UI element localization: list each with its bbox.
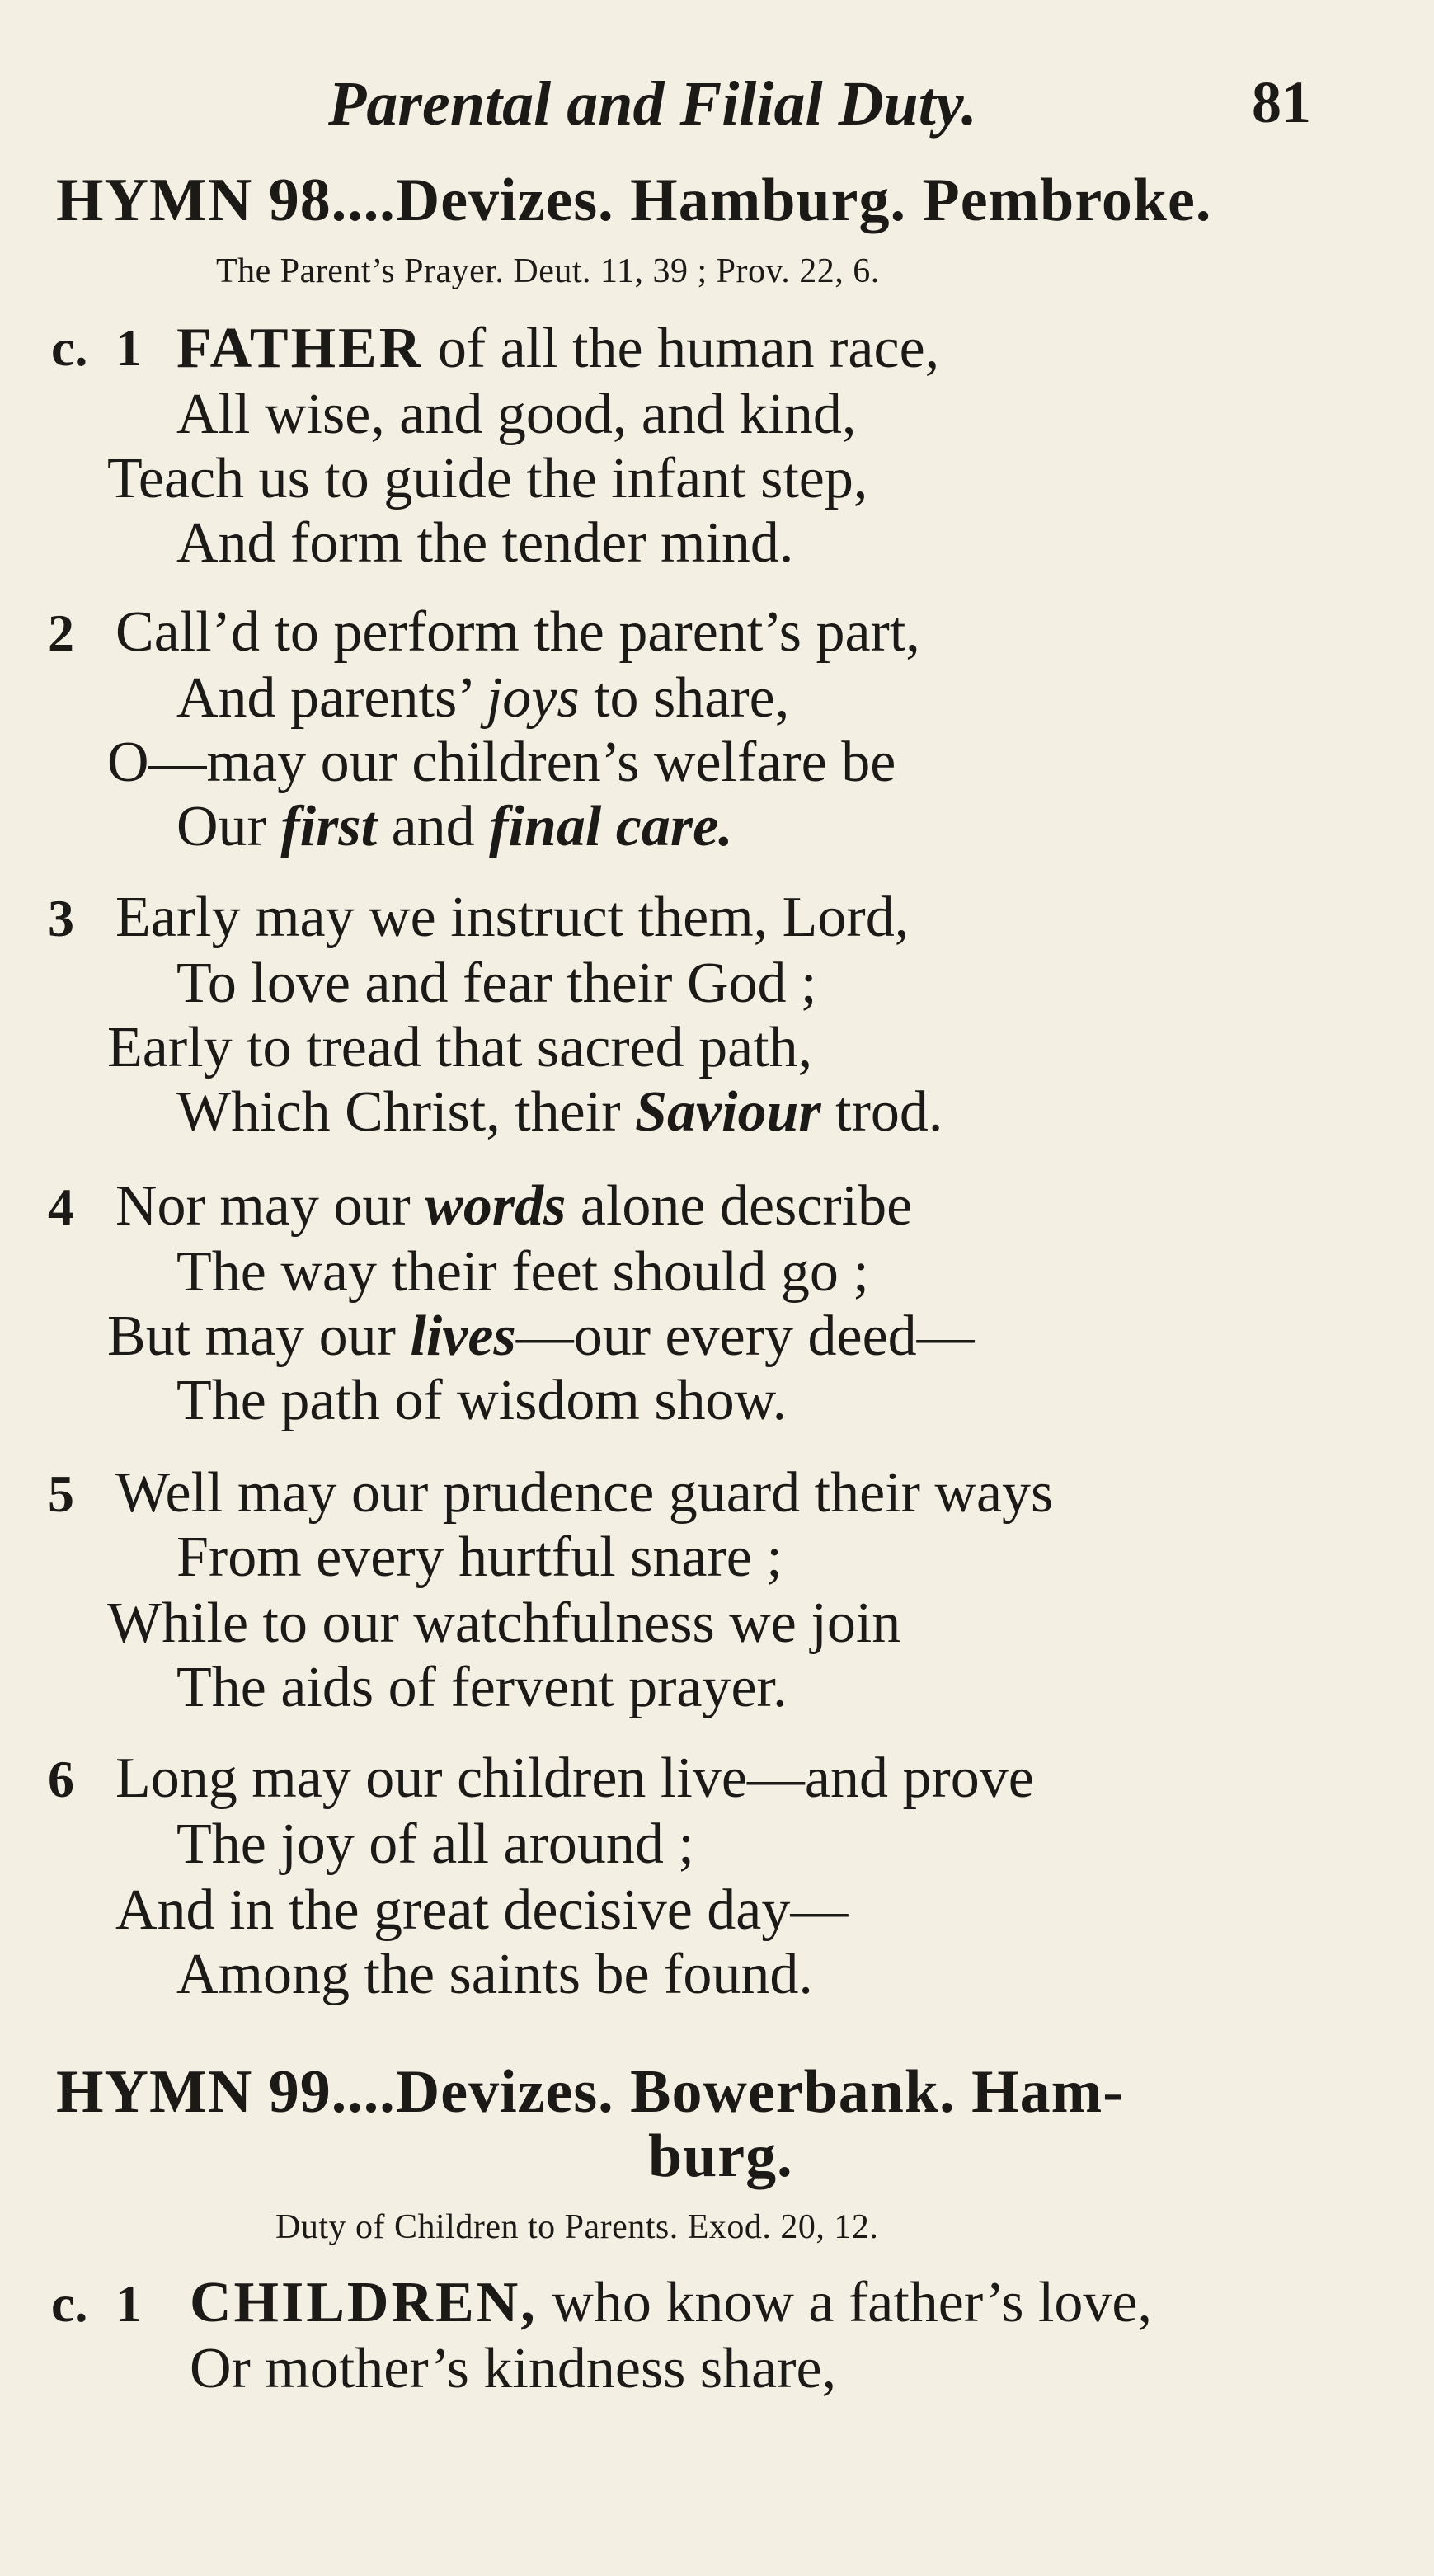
verse-line: The aids of fervent prayer. [176,1656,788,1719]
stanza-number: 1 [115,2274,142,2333]
hymn-99-number: HYMN 99.... [56,2058,396,2126]
verse-first-word: FATHER [176,317,424,380]
verse-line [176,1080,943,1144]
verse-line: From every hurtful snare ; [176,1525,783,1589]
verse-text: Our [176,795,281,858]
verse-line [176,317,940,380]
page-number: 81 [1252,69,1311,135]
verse-italic: Saviour [635,1080,821,1144]
verse-text: of all the human race, [423,317,940,380]
verse-line: To love and fear their God ; [176,952,817,1015]
hymn-99-heading-continued: burg. [648,2122,793,2190]
running-title: Parental and Filial Duty. [328,69,977,139]
verse-line: Early may we instruct them, Lord, [115,886,910,949]
hymn-98-subtitle: The Parent’s Prayer. Deut. 11, 39 ; Prov. 22, 6. [216,252,880,290]
verse-line: And form the tender mind. [176,511,794,575]
verse-line: Or mother’s kindness share, [190,2337,837,2400]
hymn-99-heading [56,2058,1124,2126]
verse-italic: joys [486,666,580,730]
verse-text: Nor may our [115,1174,425,1238]
verse-text: —our every deed— [515,1304,975,1368]
verse-line: O—may our children’s welfare be [107,731,896,794]
verse-italic: lives [410,1304,516,1368]
stanza-number: 2 [48,604,74,662]
verse-text: And parents’ [176,666,487,730]
stanza-number: 5 [48,1464,74,1523]
stanza-number: 3 [48,889,74,947]
verse-line: All wise, and good, and kind, [176,383,857,446]
verse-line: While to our watchfulness we join [107,1591,901,1655]
hymn-99-meter: c. [51,2274,88,2333]
verse-line: Teach us to guide the infant step, [107,447,868,510]
verse-italic: final care. [489,795,733,858]
hymn-99-tunes: Devizes. Bowerbank. Ham- [395,2058,1124,2126]
verse-line: Well may our prudence guard their ways [115,1461,1054,1525]
verse-first-word: CHILDREN, [190,2271,538,2334]
hymn-98-number: HYMN 98.... [56,167,396,234]
verse-italic: first [280,795,378,858]
hymn-98-meter: c. [51,318,88,377]
stanza-number: 6 [48,1750,74,1808]
verse-text: trod. [820,1080,943,1144]
verse-line [176,795,733,858]
verse-italic: words [425,1174,567,1238]
verse-line: The path of wisdom show. [176,1369,788,1432]
stanza-number: 1 [115,318,142,377]
verse-line: Among the saints be found. [176,1943,813,2006]
stanza-number: 4 [48,1178,74,1236]
verse-text: alone describe [566,1174,913,1238]
verse-text: But may our [107,1304,411,1368]
verse-text: to share, [579,666,790,730]
verse-line [107,1304,975,1368]
verse-text: and [377,795,490,858]
verse-line: The joy of all around ; [176,1812,694,1876]
verse-line [115,1174,913,1238]
hymn-99-subtitle: Duty of Children to Parents. Exod. 20, 12. [275,2208,879,2246]
verse-text: who know a father’s love, [537,2271,1152,2334]
verse-line: Long may our children live—and prove [115,1746,1034,1810]
verse-line [176,666,790,730]
verse-line: Early to tread that sacred path, [107,1016,813,1079]
verse-line: The way their feet should go ; [176,1240,869,1304]
hymn-98-heading [56,167,1212,234]
hymn-98-tunes: Devizes. Hamburg. Pembroke. [395,167,1212,234]
verse-line: And in the great decisive day— [115,1878,849,1942]
verse-text: Which Christ, their [176,1080,636,1144]
verse-line: Call’d to perform the parent’s part, [115,600,920,664]
verse-line [190,2271,1152,2334]
